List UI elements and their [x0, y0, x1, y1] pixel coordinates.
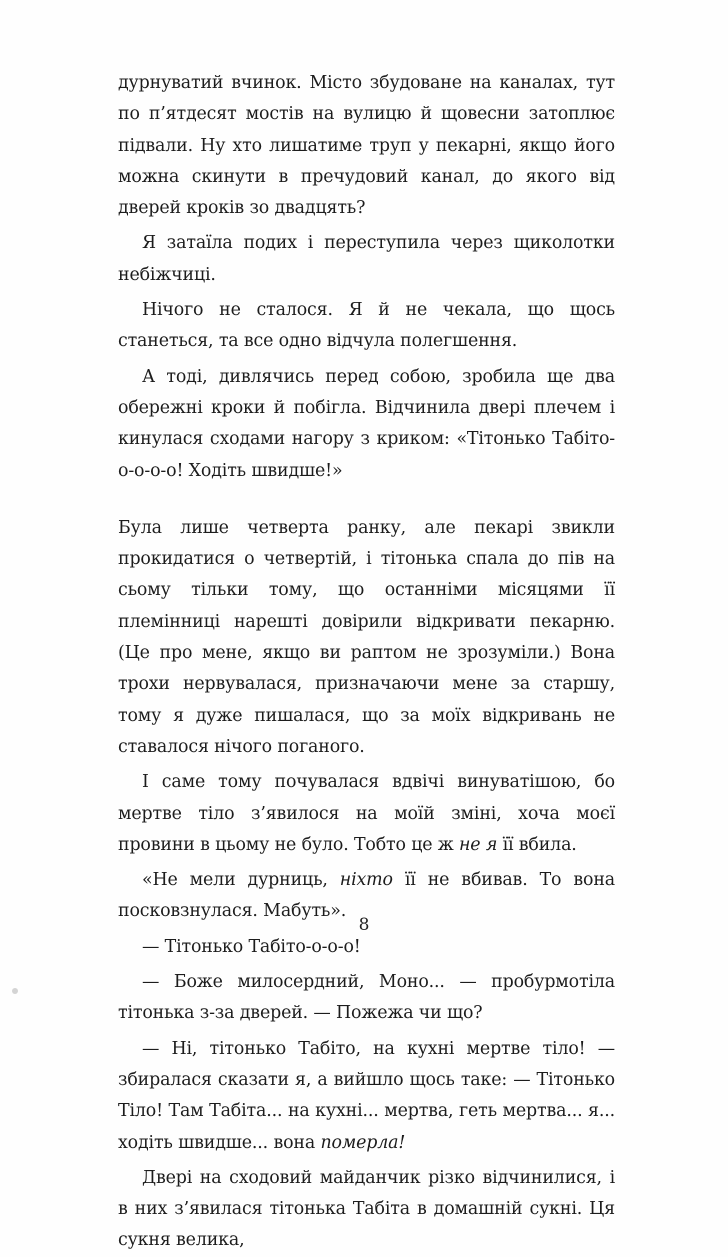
paragraph: А тоді, дивлячись перед собою, зробила ще два обережні кроки й побігла. Відчинила двері плечем і кинулася сходами нагору з криком: «Тітонько Табіто-о-о-о-о! Ходіть швидше!» [118, 366, 615, 481]
scan-artifact [12, 988, 18, 994]
paragraph: Була лише четверта ранку, але пекарі звикли прокидатися о четвертій, і тітонька спала до пів на сьому тільки тому, що останніми місяцями її племінниці нарешті довірили відкривати пекарню. (Це про мене, якщо ви раптом не зрозуміли.) Вона трохи нервувалася, призначаючи мене за старшу, тому я дуже пишалася, що за моїх відкривань не ставалося нічого поганого. [118, 517, 615, 757]
paragraph: Нічого не сталося. Я й не чекала, що щось станеться, та все одно відчула полегшення. [118, 300, 615, 352]
paragraph: Двері на сходовий майданчик різко відчинилися, і в них з’явилася тітонька Табіта в домашній сукні. Ця сукня велика, [118, 1167, 615, 1251]
dialogue-line: — Тітонько Табіто-о-о-о! [142, 936, 361, 957]
text-run: її вбила. [497, 834, 577, 855]
section-break [118, 487, 615, 513]
dialogue-line [118, 1034, 615, 1159]
paragraph [118, 767, 615, 861]
emphasis-text: померла! [320, 1132, 406, 1153]
page-number: 8 [358, 915, 370, 935]
text-run: «Не мели дурниць, [142, 870, 340, 891]
paragraph: дурнуватий вчинок. Місто збудоване на каналах, тут по п’ятдесят мостів на вулицю й щовесни затоплює підвали. Ну хто лишатиме труп у пекарні, якщо його можна скинути в пречудовий канал, до якого від дверей кроків зо двадцять? [118, 73, 615, 219]
book-page-body [118, 68, 615, 1257]
emphasis-text: не я [459, 834, 498, 855]
dialogue-line: — Боже милосердний, Моно... — пробурмотіла тітонька з-за дверей. — Пожежа чи що? [118, 972, 615, 1024]
text-run: — Ні, тітонько Табіто, на кухні мертве тіло! — збиралася сказати я, а вийшло щось таке: — Тітонько Тіло! Там Табіта... на кухні... мертва, геть мертва... я... ходіть швидше... вона [118, 1038, 615, 1153]
text-run: її не вбивав. То вона посковзнулася. Мабуть». [118, 870, 616, 922]
paragraph: Я затаїла подих і переступила через щиколотки небіжчиці. [118, 233, 615, 285]
emphasis-text: ніхто [339, 870, 393, 891]
text-run: І саме тому почувалася вдвічі винуватішою, бо мертве тіло з’явилося на моїй зміні, хоча моєї провини в цьому не було. Тобто це ж [118, 772, 615, 855]
